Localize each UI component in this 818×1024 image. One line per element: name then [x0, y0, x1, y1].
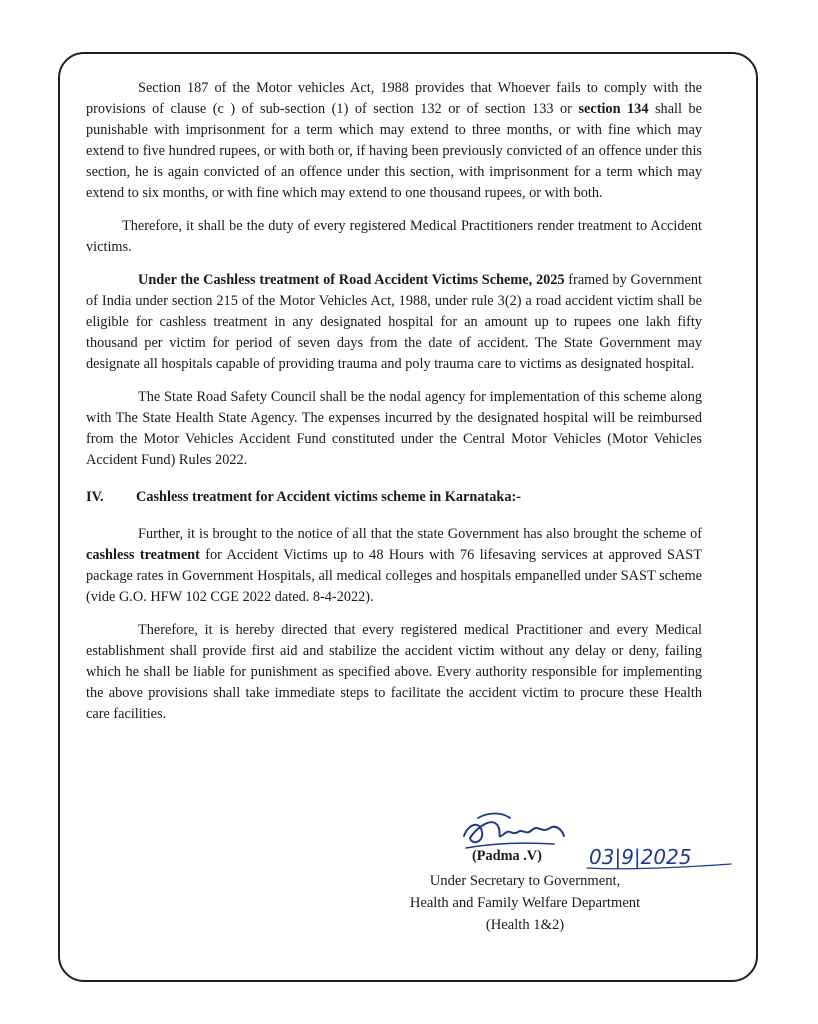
designation-line: (Health 1&2)	[485, 917, 565, 933]
signature-block	[380, 800, 710, 950]
section-title: Cashless treatment for Accident victims scheme in Karnataka:-	[136, 489, 522, 505]
section-number: IV.	[86, 489, 104, 505]
paragraph-duty: Therefore, it shall be the duty of every registered Medical Practitioners render treatment to Accident victims.	[86, 218, 702, 255]
paragraph-road-safety-council: The State Road Safety Council shall be the nodal agency for implementation of this scheme along with The State Health State Agency. The expenses incurred by the designated hospital will be reimbursed from the Motor Vehicles Accident Fund constituted under the Central Motor Vehicles (Motor Vehicles Accident Fund) Rules 2022.	[86, 389, 702, 468]
emphasis-scheme-title: Under the Cashless treatment of Road Accident Victims Scheme, 2025	[138, 272, 565, 288]
signatory-name: (Padma .V)	[472, 848, 542, 864]
designation-line: Health and Family Welfare Department	[409, 895, 641, 911]
signatory-designation	[380, 870, 670, 936]
paragraph-karnataka-scheme	[86, 524, 702, 608]
designation-line: Under Secretary to Government,	[429, 873, 621, 889]
svg-text:03|9|2025: 03|9|2025	[589, 845, 692, 869]
emphasis-section-134: section 134	[578, 101, 649, 117]
paragraph-text: framed by Government of India under section 215 of the Motor Vehicles Act, 1988, under rule 3(2) a road accident victim shall be eligible for cashless treatment in any designated hospital for an amount up to rupees one lakh fifty thousand per victim for period of seven days from the date of accident. The State Government may designate all hospitals capable of providing trauma and poly trauma care to victims as designated hospital.	[86, 272, 702, 372]
paragraph-text: for Accident Victims up to 48 Hours with 76 lifesaving services at approved SAST package rates in Government Hospitals, all medical colleges and hospitals empanelled under SAST scheme (vide G.O. HFW 102 CGE 2022 dated. 8-4-2022).	[86, 547, 702, 605]
paragraph-section-187	[86, 78, 702, 204]
paragraph-text: Further, it is brought to the notice of all that the state Government has also brought the scheme of	[138, 526, 702, 542]
paragraph-directive: Therefore, it is hereby directed that every registered medical Practitioner and every Medical establishment shall provide first aid and stabilize the accident victim without any delay or deny, failing which he shall be liable for punishment as specified above. Every authority responsible for implementing the above provisions shall take immediate steps to facilitate the accident victim to procure these Health care facilities.	[86, 622, 702, 722]
section-iv-heading	[86, 487, 702, 508]
document-body	[86, 78, 702, 725]
paragraph-text: shall be punishable with imprisonment for a term which may extend to three months, or with fine which may extend to five hundred rupees, or with both or, if having been previously convicted of an offence under this section, he is again convicted of an offence under this section, with imprisonment for a term which may extend to six months, or with fine which may extend to one thousand rupees, or with both.	[86, 101, 702, 201]
paragraph-cashless-scheme-2025	[86, 270, 702, 375]
paragraph-text: Section 187 of the Motor vehicles Act, 1988 provides that Whoever fails to comply with the provisions of clause (c ) of sub-section (1) of section 132 or of section 133 or	[86, 80, 702, 117]
handwritten-date	[585, 838, 735, 874]
emphasis-cashless-treatment: cashless treatment	[86, 547, 200, 563]
